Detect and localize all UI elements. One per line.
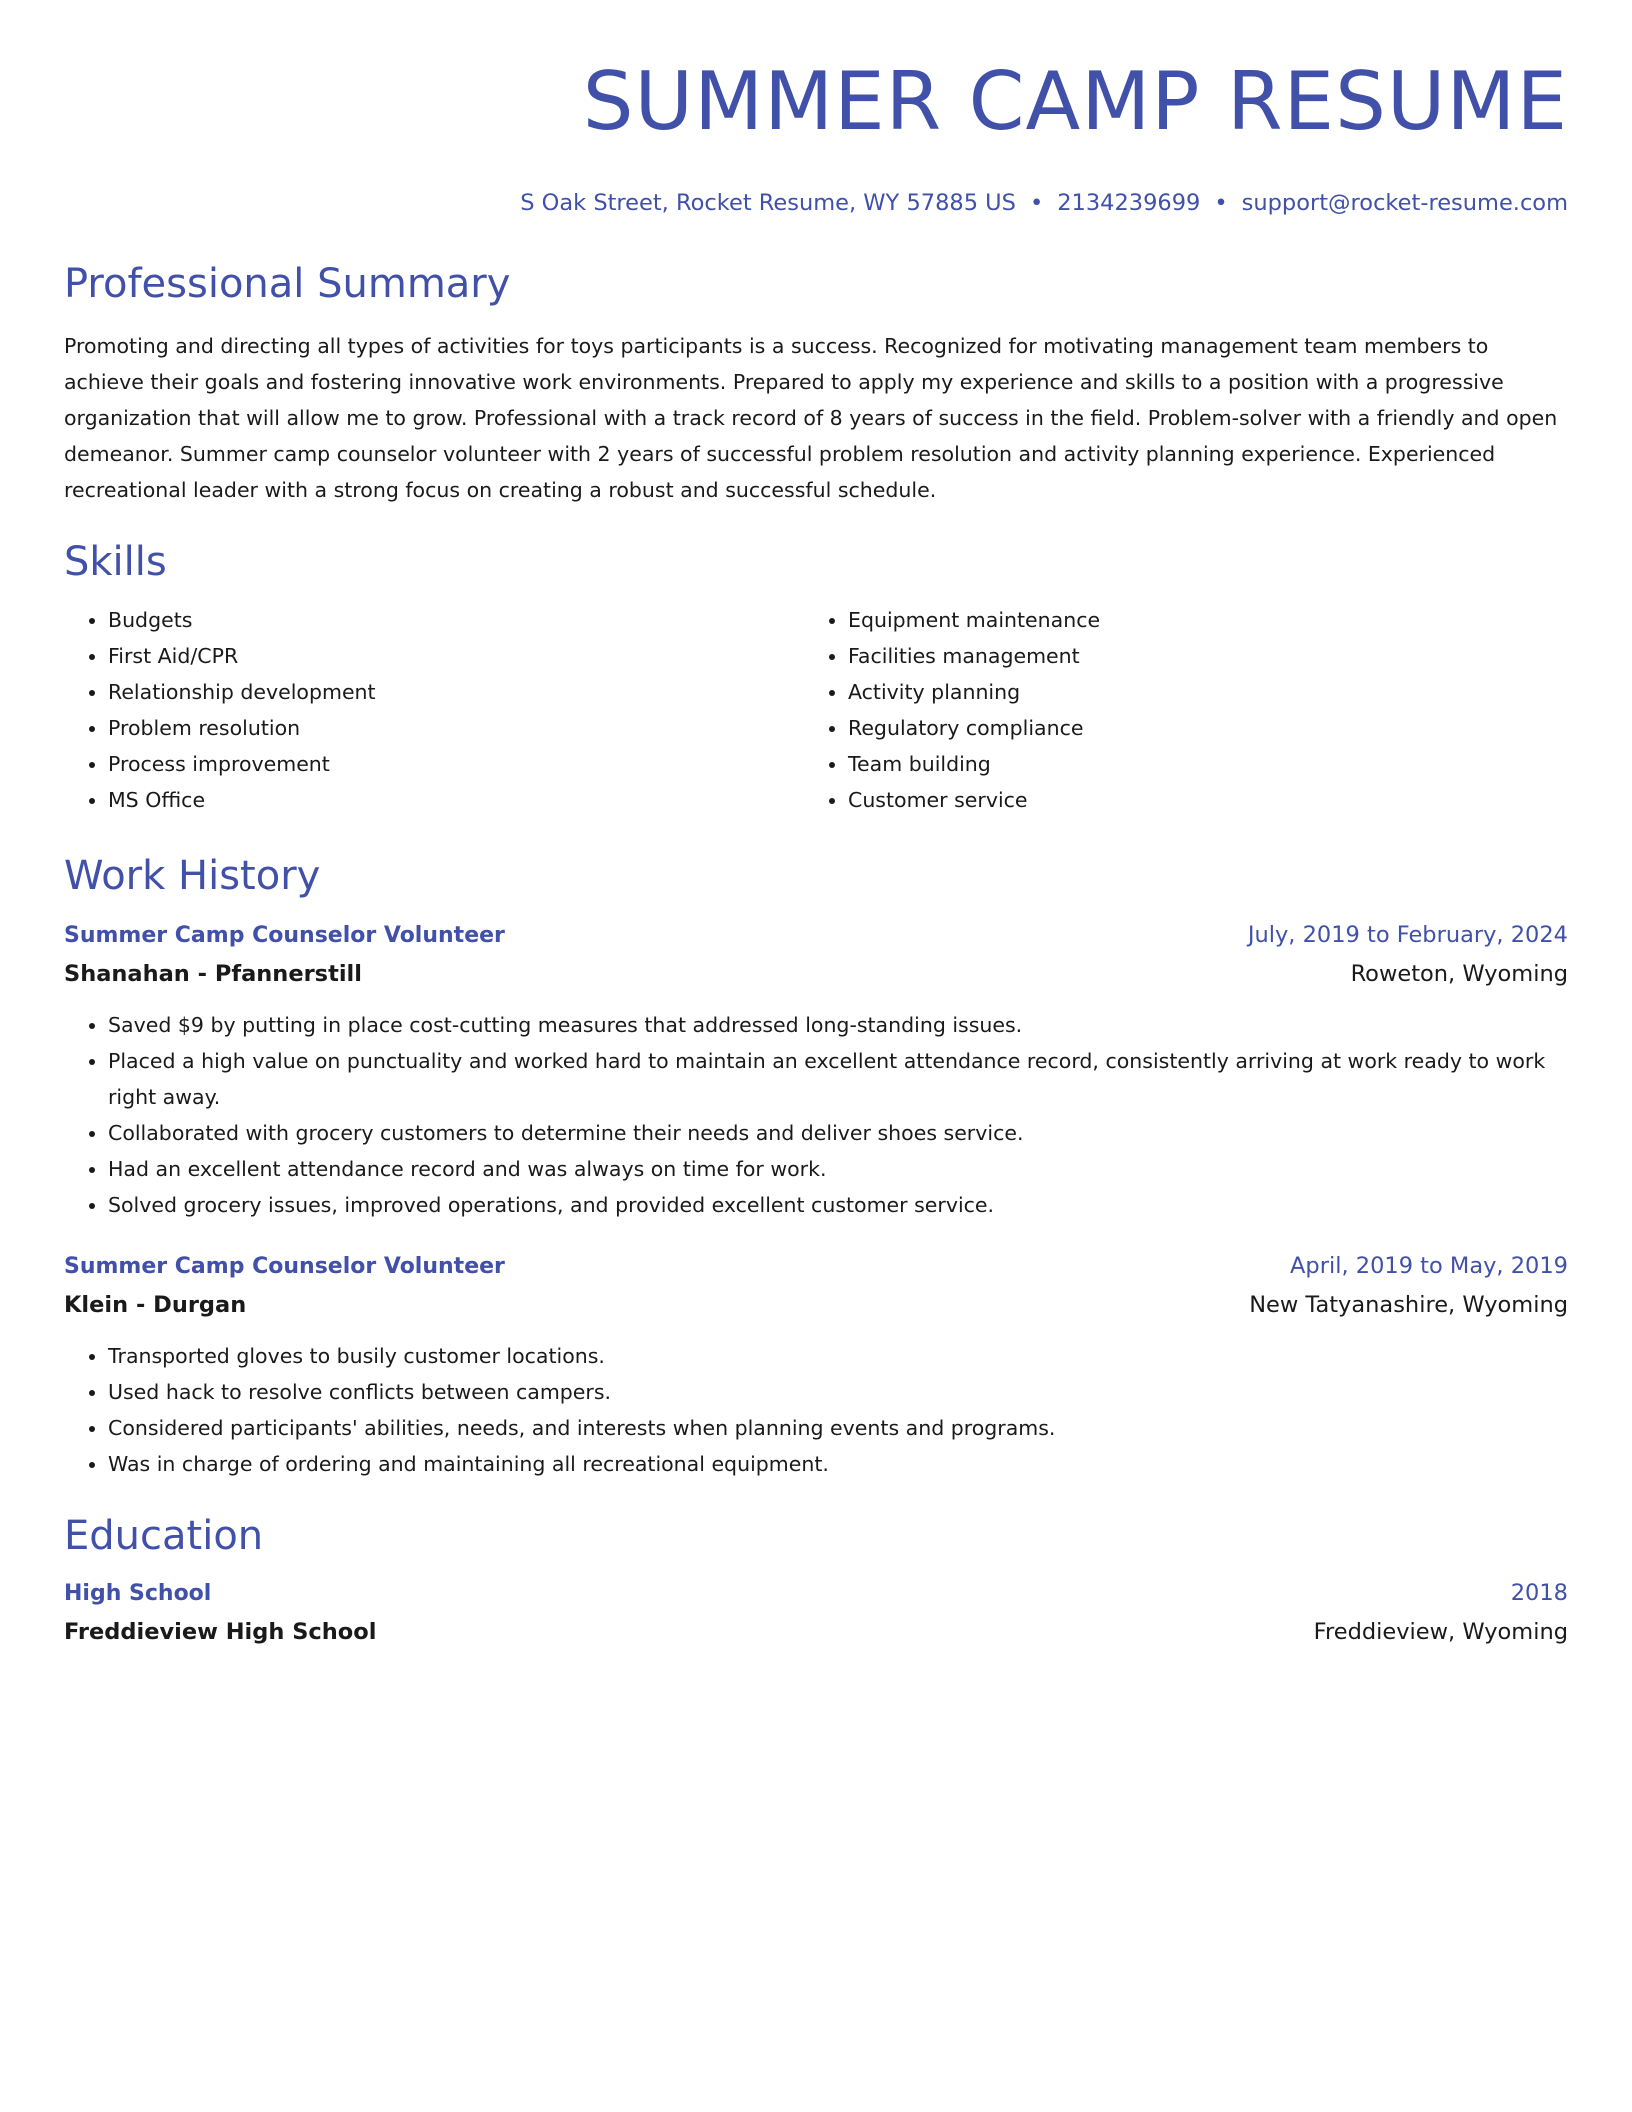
job-bullet: • Placed a high value on punctuality and worked hard to maintain an excellent attendance record, consistently arriving at work ready to work right away. <box>108 1043 1568 1115</box>
skill-item: • Facilities management <box>848 638 1100 674</box>
skills-heading: Skills <box>64 539 167 585</box>
job-title-row <box>64 916 1568 955</box>
skills-column-left <box>64 602 804 818</box>
education-degree-row <box>64 1574 1568 1613</box>
skill-item: • Relationship development <box>108 674 804 710</box>
job-title: Summer Camp Counselor Volunteer <box>64 1254 505 1279</box>
skills-column-right <box>804 602 1100 818</box>
education-school: Freddieview High School <box>64 1619 377 1645</box>
job-title: Summer Camp Counselor Volunteer <box>64 923 505 948</box>
job-location: New Tatyanashire, Wyoming <box>1249 1292 1568 1318</box>
contact-line <box>64 188 1568 218</box>
education-year: 2018 <box>1510 1580 1568 1606</box>
job-bullet: • Saved $9 by putting in place cost-cutting measures that addressed long-standing issues. <box>108 1007 1568 1043</box>
contact-address: S Oak Street, Rocket Resume, WY 57885 US <box>520 190 1016 216</box>
job-title-row <box>64 1247 1568 1286</box>
job-bullet: • Transported gloves to busily customer locations. <box>108 1338 1568 1374</box>
skill-item: • Team building <box>848 746 1100 782</box>
job-dates: April, 2019 to May, 2019 <box>1290 1253 1568 1279</box>
job-bullet: • Was in charge of ordering and maintaining all recreational equipment. <box>108 1446 1568 1482</box>
skill-item: • Regulatory compliance <box>848 710 1100 746</box>
contact-email: support@rocket-resume.com <box>1241 190 1568 216</box>
education-heading: Education <box>64 1513 264 1559</box>
job-bullets <box>64 1007 1568 1223</box>
job-entry <box>64 1247 1568 1482</box>
skill-item: • Customer service <box>848 782 1100 818</box>
skills-grid <box>64 602 1568 818</box>
job-company-row <box>64 955 1568 993</box>
skill-item: • Budgets <box>108 602 804 638</box>
summary-text: Promoting and directing all types of activities for toys participants is a success. Recognized for motivating management team members to achieve their goals and fostering innovative work environments. Prepared to apply my experience and skills to a position with a progressive organization that will allow me to grow. Professional with a track record of 8 years of success in the field. Problem-solver with a friendly and open demeanor. Summer camp counselor volunteer with 2 years of successful problem resolution and activity planning experience. Experienced recreational leader with a strong focus on creating a robust and successful schedule. <box>64 334 1558 502</box>
job-company: Klein - Durgan <box>64 1292 247 1318</box>
education-entry <box>64 1574 1568 1651</box>
resume-name: SUMMER CAMP RESUME <box>582 55 1568 148</box>
contact-separator: • <box>1214 190 1228 216</box>
education-school-row <box>64 1613 1568 1651</box>
skill-item: • Activity planning <box>848 674 1100 710</box>
job-bullet: • Used hack to resolve conflicts between campers. <box>108 1374 1568 1410</box>
education-degree: High School <box>64 1581 212 1606</box>
skill-item: • Equipment maintenance <box>848 602 1100 638</box>
job-bullets <box>64 1338 1568 1482</box>
skill-item: • Problem resolution <box>108 710 804 746</box>
job-bullet: • Considered participants' abilities, needs, and interests when planning events and programs. <box>108 1410 1568 1446</box>
job-company: Shanahan - Pfannerstill <box>64 961 362 987</box>
summary-heading: Professional Summary <box>64 261 511 307</box>
job-bullet: • Collaborated with grocery customers to determine their needs and deliver shoes service. <box>108 1115 1568 1151</box>
resume-header <box>64 54 1568 218</box>
job-bullet: • Had an excellent attendance record and was always on time for work. <box>108 1151 1568 1187</box>
job-location: Roweton, Wyoming <box>1350 961 1568 987</box>
skill-item: • MS Office <box>108 782 804 818</box>
job-dates: July, 2019 to February, 2024 <box>1247 922 1568 948</box>
job-entry <box>64 916 1568 1223</box>
contact-separator: • <box>1029 190 1044 216</box>
job-company-row <box>64 1286 1568 1324</box>
work-history-heading: Work History <box>64 853 321 899</box>
education-location: Freddieview, Wyoming <box>1313 1619 1568 1645</box>
job-bullet: • Solved grocery issues, improved operations, and provided excellent customer service. <box>108 1187 1568 1223</box>
skill-item: • First Aid/CPR <box>108 638 804 674</box>
contact-phone: 2134239699 <box>1057 190 1201 216</box>
skill-item: • Process improvement <box>108 746 804 782</box>
